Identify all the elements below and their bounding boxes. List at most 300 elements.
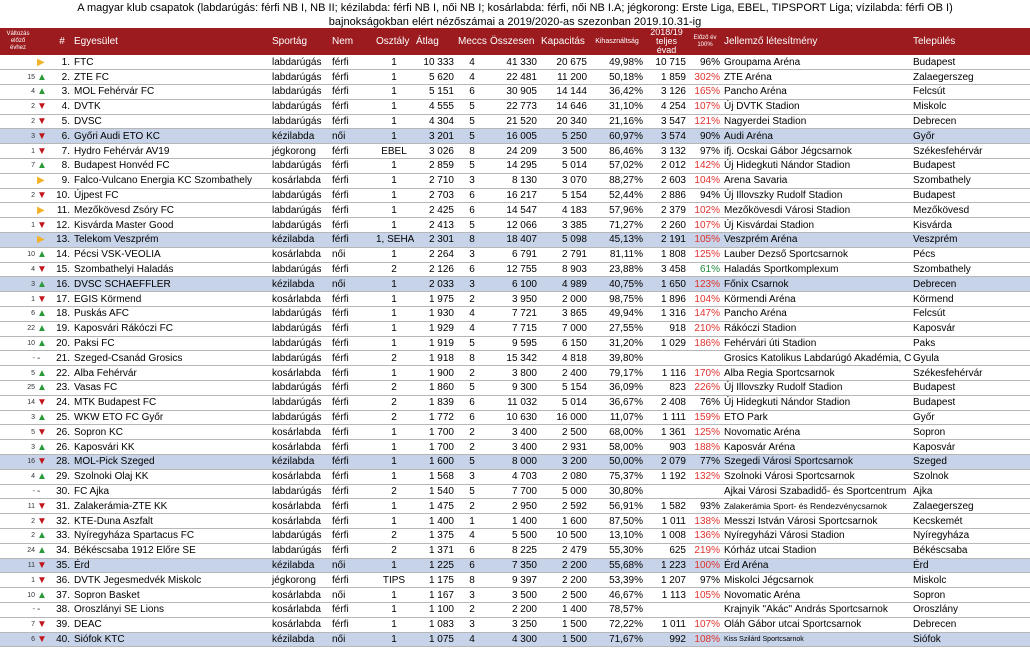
total-cell: 7 721	[488, 307, 539, 322]
utilization-cell: 31,20%	[589, 336, 645, 351]
change-value: 1	[0, 144, 36, 159]
venue-cell: Nagyerdei Stadion	[722, 114, 911, 129]
city-cell: Budapest	[911, 188, 1010, 203]
rank-cell: 38.	[52, 602, 72, 617]
extra-cell	[1010, 469, 1030, 484]
games-cell: 4	[456, 307, 488, 322]
rank-cell: 2.	[52, 70, 72, 85]
capacity-cell: 2 400	[539, 366, 589, 381]
prev-avg-cell: 2 079	[645, 455, 688, 470]
division-cell: 1	[374, 455, 414, 470]
division-cell: 2	[374, 381, 414, 396]
prev-pct-cell: 142%	[688, 159, 722, 174]
rank-cell: 36.	[52, 573, 72, 588]
prev-avg-cell: 1 896	[645, 292, 688, 307]
extra-cell	[1010, 55, 1030, 70]
down-arrow-icon: ▼	[37, 293, 47, 305]
gender-cell: férfi	[330, 514, 374, 529]
change-value: 3	[0, 277, 36, 292]
extra-cell	[1010, 588, 1030, 603]
table-row	[0, 262, 1030, 277]
club-name: Újpest FC	[72, 188, 270, 203]
division-cell: 1	[374, 514, 414, 529]
average-cell: 1 918	[414, 351, 456, 366]
table-row	[0, 188, 1030, 203]
gender-cell: férfi	[330, 395, 374, 410]
table-row	[0, 543, 1030, 558]
division-cell: 1	[374, 602, 414, 617]
change-arrow	[36, 336, 52, 351]
extra-cell	[1010, 247, 1030, 262]
division-cell: 1	[374, 70, 414, 85]
gender-cell: férfi	[330, 262, 374, 277]
gender-cell: férfi	[330, 484, 374, 499]
gender-cell: férfi	[330, 499, 374, 514]
division-cell: 1	[374, 632, 414, 647]
division-cell: 1	[374, 588, 414, 603]
up-arrow-icon: ▲	[37, 308, 47, 320]
prev-avg-cell: 1 192	[645, 469, 688, 484]
division-cell: 1	[374, 85, 414, 100]
dash-icon: -	[37, 352, 41, 364]
extra-cell	[1010, 70, 1030, 85]
venue-cell: ZTE Aréna	[722, 70, 911, 85]
change-value: 2	[0, 188, 36, 203]
prev-pct-cell: 226%	[688, 381, 722, 396]
gender-cell: férfi	[330, 233, 374, 248]
venue-cell: Mezőkövesdi Városi Stadion	[722, 203, 911, 218]
utilization-cell: 13,10%	[589, 529, 645, 544]
club-name: KTE-Duna Aszfalt	[72, 514, 270, 529]
change-arrow	[36, 307, 52, 322]
games-cell: 2	[456, 440, 488, 455]
gender-cell: férfi	[330, 307, 374, 322]
gender-cell: női	[330, 558, 374, 573]
utilization-cell: 36,67%	[589, 395, 645, 410]
extra-cell	[1010, 85, 1030, 100]
extra-cell	[1010, 440, 1030, 455]
down-arrow-icon: ▼	[37, 574, 47, 586]
change-arrow	[36, 203, 52, 218]
games-cell: 2	[456, 602, 488, 617]
average-cell: 2 859	[414, 159, 456, 174]
club-name: Telekom Veszprém	[72, 233, 270, 248]
venue-cell: Körmendi Aréna	[722, 292, 911, 307]
prev-pct-cell: 219%	[688, 543, 722, 558]
capacity-cell: 2 479	[539, 543, 589, 558]
games-cell: 5	[456, 381, 488, 396]
prev-pct-cell: 188%	[688, 440, 722, 455]
city-cell: Kaposvár	[911, 321, 1010, 336]
utilization-cell: 79,17%	[589, 366, 645, 381]
change-arrow	[36, 114, 52, 129]
average-cell: 3 201	[414, 129, 456, 144]
up-arrow-icon: ▲	[37, 382, 47, 394]
games-cell: 5	[456, 336, 488, 351]
venue-cell: Pancho Aréna	[722, 307, 911, 322]
city-cell: Miskolc	[911, 99, 1010, 114]
prev-pct-cell: 93%	[688, 499, 722, 514]
total-cell: 7 350	[488, 558, 539, 573]
division-cell: 1	[374, 617, 414, 632]
change-value: 3	[0, 410, 36, 425]
games-cell: 5	[456, 484, 488, 499]
change-arrow	[36, 440, 52, 455]
average-cell: 1 839	[414, 395, 456, 410]
rank-cell: 39.	[52, 617, 72, 632]
prev-pct-cell: 107%	[688, 99, 722, 114]
venue-cell: Új Kisvárdai Stadion	[722, 218, 911, 233]
sport-cell: labdarúgás	[270, 336, 330, 351]
venue-cell: ifj. Ocskai Gábor Jégcsarnok	[722, 144, 911, 159]
gender-cell: férfi	[330, 188, 374, 203]
change-arrow	[36, 99, 52, 114]
club-name: Paksi FC	[72, 336, 270, 351]
capacity-cell: 3 385	[539, 218, 589, 233]
capacity-cell: 5 098	[539, 233, 589, 248]
club-name: Nyíregyháza Spartacus FC	[72, 529, 270, 544]
extra-cell	[1010, 129, 1030, 144]
no-change-arrow-icon: ▶	[37, 234, 45, 246]
prev-avg-cell: 1 111	[645, 410, 688, 425]
average-cell: 2 413	[414, 218, 456, 233]
change-arrow	[36, 469, 52, 484]
city-cell: Debrecen	[911, 114, 1010, 129]
extra-cell	[1010, 499, 1030, 514]
city-cell: Budapest	[911, 381, 1010, 396]
games-cell: 8	[456, 573, 488, 588]
city-cell: Miskolc	[911, 573, 1010, 588]
capacity-cell: 5 154	[539, 381, 589, 396]
table-row	[0, 144, 1030, 159]
sport-cell: kézilabda	[270, 632, 330, 647]
gender-cell: férfi	[330, 292, 374, 307]
capacity-cell: 2 200	[539, 558, 589, 573]
prev-avg-cell: 1 223	[645, 558, 688, 573]
up-arrow-icon: ▲	[37, 441, 47, 453]
total-cell: 3 400	[488, 425, 539, 440]
venue-cell: Lauber Dezső Sportcsarnok	[722, 247, 911, 262]
city-cell: Székesfehérvár	[911, 366, 1010, 381]
venue-cell: Krajnyik ''Akác'' András Sportcsarnok	[722, 602, 911, 617]
venue-cell: Fehérvári úti Stadion	[722, 336, 911, 351]
utilization-cell: 45,13%	[589, 233, 645, 248]
change-value: 1	[0, 573, 36, 588]
utilization-cell: 36,42%	[589, 85, 645, 100]
extra-cell	[1010, 262, 1030, 277]
change-arrow	[36, 366, 52, 381]
city-cell: Nyíregyháza	[911, 529, 1010, 544]
header-games: Meccs	[456, 28, 488, 55]
utilization-cell: 49,98%	[589, 55, 645, 70]
up-arrow-icon: ▲	[37, 530, 47, 542]
rank-cell: 37.	[52, 588, 72, 603]
games-cell: 6	[456, 410, 488, 425]
prev-avg-cell: 625	[645, 543, 688, 558]
change-arrow	[36, 543, 52, 558]
gender-cell: férfi	[330, 529, 374, 544]
division-cell: 1	[374, 173, 414, 188]
gender-cell: férfi	[330, 99, 374, 114]
rank-cell: 10.	[52, 188, 72, 203]
utilization-cell: 53,39%	[589, 573, 645, 588]
change-value	[0, 173, 36, 188]
rank-cell: 24.	[52, 395, 72, 410]
venue-cell: Oláh Gábor utcai Sportcsarnok	[722, 617, 911, 632]
sport-cell: kézilabda	[270, 129, 330, 144]
change-arrow	[36, 233, 52, 248]
gender-cell: női	[330, 129, 374, 144]
division-cell: 1	[374, 159, 414, 174]
sport-cell: jégkorong	[270, 573, 330, 588]
city-cell: Paks	[911, 336, 1010, 351]
venue-cell: Pancho Aréna	[722, 85, 911, 100]
prev-avg-cell: 903	[645, 440, 688, 455]
utilization-cell: 50,00%	[589, 455, 645, 470]
venue-cell: Groupama Aréna	[722, 55, 911, 70]
sport-cell: kosárlabda	[270, 499, 330, 514]
sport-cell: kosárlabda	[270, 588, 330, 603]
prev-pct-cell: 159%	[688, 410, 722, 425]
utilization-cell: 57,02%	[589, 159, 645, 174]
capacity-cell: 1 600	[539, 514, 589, 529]
utilization-cell: 27,55%	[589, 321, 645, 336]
gender-cell: férfi	[330, 410, 374, 425]
prev-avg-cell: 3 547	[645, 114, 688, 129]
total-cell: 8 130	[488, 173, 539, 188]
prev-pct-cell: 132%	[688, 469, 722, 484]
extra-cell	[1010, 484, 1030, 499]
prev-avg-cell	[645, 351, 688, 366]
sport-cell: labdarúgás	[270, 321, 330, 336]
utilization-cell: 52,44%	[589, 188, 645, 203]
venue-cell: Zalakerámia Sport- és Rendezvénycsarnok	[722, 499, 911, 514]
rank-cell: 3.	[52, 85, 72, 100]
prev-pct-cell	[688, 484, 722, 499]
title-line-2: bajnokságokban elért nézőszámai a 2019/2020-as szezonban 2019.10.31-ig	[328, 16, 702, 28]
total-cell: 12 755	[488, 262, 539, 277]
total-cell: 3 400	[488, 440, 539, 455]
sport-cell: labdarúgás	[270, 203, 330, 218]
division-cell: 2	[374, 410, 414, 425]
sport-cell: kézilabda	[270, 558, 330, 573]
change-arrow	[36, 455, 52, 470]
utilization-cell: 71,27%	[589, 218, 645, 233]
games-cell: 3	[456, 617, 488, 632]
games-cell: 3	[456, 173, 488, 188]
rank-cell: 1.	[52, 55, 72, 70]
division-cell: EBEL	[374, 144, 414, 159]
capacity-cell: 20 675	[539, 55, 589, 70]
division-cell: 1	[374, 114, 414, 129]
prev-pct-cell: 105%	[688, 588, 722, 603]
extra-cell	[1010, 425, 1030, 440]
gender-cell: férfi	[330, 381, 374, 396]
average-cell: 4 304	[414, 114, 456, 129]
gender-cell: férfi	[330, 602, 374, 617]
prev-pct-cell: 147%	[688, 307, 722, 322]
change-arrow	[36, 144, 52, 159]
average-cell: 1 919	[414, 336, 456, 351]
utilization-cell: 31,10%	[589, 99, 645, 114]
total-cell: 10 630	[488, 410, 539, 425]
header-avg: Átlag	[414, 28, 456, 55]
sport-cell: labdarúgás	[270, 410, 330, 425]
total-cell: 14 295	[488, 159, 539, 174]
change-value: 4	[0, 85, 36, 100]
club-name: FTC	[72, 55, 270, 70]
prev-pct-cell: 125%	[688, 425, 722, 440]
venue-cell: Új DVTK Stadion	[722, 99, 911, 114]
table-row	[0, 129, 1030, 144]
change-arrow	[36, 410, 52, 425]
extra-cell	[1010, 558, 1030, 573]
sport-cell: labdarúgás	[270, 381, 330, 396]
change-arrow	[36, 425, 52, 440]
city-cell: Mezőkövesd	[911, 203, 1010, 218]
sport-cell: labdarúgás	[270, 484, 330, 499]
prev-pct-cell: 97%	[688, 573, 722, 588]
no-change-arrow-icon: ▶	[37, 56, 45, 68]
capacity-cell: 8 903	[539, 262, 589, 277]
rank-cell: 26.	[52, 440, 72, 455]
club-name: FC Ajka	[72, 484, 270, 499]
venue-cell: Alba Regia Sportcsarnok	[722, 366, 911, 381]
games-cell: 6	[456, 395, 488, 410]
rank-cell: 31.	[52, 499, 72, 514]
capacity-cell: 7 000	[539, 321, 589, 336]
change-value: 24	[0, 543, 36, 558]
prev-pct-cell: 121%	[688, 114, 722, 129]
gender-cell: férfi	[330, 85, 374, 100]
average-cell: 1 083	[414, 617, 456, 632]
division-cell: 1	[374, 129, 414, 144]
city-cell: Kecskemét	[911, 514, 1010, 529]
prev-avg-cell: 2 379	[645, 203, 688, 218]
utilization-cell: 58,00%	[589, 440, 645, 455]
down-arrow-icon: ▼	[37, 116, 47, 128]
club-name: Zalakerámia-ZTE KK	[72, 499, 270, 514]
table-row	[0, 85, 1030, 100]
gender-cell: női	[330, 588, 374, 603]
prev-pct-cell: 138%	[688, 514, 722, 529]
total-cell: 41 330	[488, 55, 539, 70]
average-cell: 1 175	[414, 573, 456, 588]
table-row	[0, 114, 1030, 129]
extra-cell	[1010, 144, 1030, 159]
city-cell: Körmend	[911, 292, 1010, 307]
prev-avg-cell: 1 582	[645, 499, 688, 514]
capacity-cell: 5 154	[539, 188, 589, 203]
rank-cell: 6.	[52, 129, 72, 144]
down-arrow-icon: ▼	[37, 130, 47, 142]
table-row	[0, 366, 1030, 381]
club-name: Vasas FC	[72, 381, 270, 396]
division-cell: 2	[374, 351, 414, 366]
sport-cell: kézilabda	[270, 455, 330, 470]
club-name: Puskás AFC	[72, 307, 270, 322]
club-name: Győri Audi ETO KC	[72, 129, 270, 144]
venue-cell: Grosics Katolikus Labdarúgó Akadémia, C	[724, 352, 911, 364]
prev-avg-cell: 1 650	[645, 277, 688, 292]
average-cell: 1 860	[414, 381, 456, 396]
sport-cell: kosárlabda	[270, 602, 330, 617]
city-cell: Szombathely	[911, 173, 1010, 188]
average-cell: 10 333	[414, 55, 456, 70]
change-value: 6	[0, 632, 36, 647]
club-name: Pécsi VSK-VEOLIA	[72, 247, 270, 262]
utilization-cell: 55,30%	[589, 543, 645, 558]
extra-cell	[1010, 381, 1030, 396]
header-club: Egyesület	[72, 28, 270, 55]
city-cell: Érd	[911, 558, 1010, 573]
rank-cell: 30.	[52, 484, 72, 499]
extra-cell	[1010, 514, 1030, 529]
division-cell: 2	[374, 395, 414, 410]
extra-cell	[1010, 395, 1030, 410]
venue-cell: Kaposvár Aréna	[722, 440, 911, 455]
sport-cell: kosárlabda	[270, 173, 330, 188]
club-name: Alba Fehérvár	[72, 366, 270, 381]
utilization-cell: 78,57%	[589, 602, 645, 617]
utilization-cell: 57,96%	[589, 203, 645, 218]
gender-cell: férfi	[330, 114, 374, 129]
utilization-cell: 49,94%	[589, 307, 645, 322]
table-row	[0, 617, 1030, 632]
header-sport: Sportág	[270, 28, 330, 55]
utilization-cell: 50,18%	[589, 70, 645, 85]
total-cell: 14 547	[488, 203, 539, 218]
rank-cell: 33.	[52, 529, 72, 544]
prev-pct-cell: 302%	[688, 70, 722, 85]
total-cell: 2 200	[488, 602, 539, 617]
gender-cell: férfi	[330, 469, 374, 484]
total-cell: 11 032	[488, 395, 539, 410]
utilization-cell: 21,16%	[589, 114, 645, 129]
club-name: Budapest Honvéd FC	[72, 159, 270, 174]
prev-avg-cell: 1 859	[645, 70, 688, 85]
capacity-cell: 1 400	[539, 602, 589, 617]
table-row	[0, 321, 1030, 336]
average-cell: 3 026	[414, 144, 456, 159]
change-value: -	[0, 351, 36, 366]
total-cell: 30 905	[488, 85, 539, 100]
average-cell: 1 167	[414, 588, 456, 603]
utilization-cell: 30,80%	[589, 484, 645, 499]
city-cell: Debrecen	[911, 617, 1010, 632]
utilization-cell: 87,50%	[589, 514, 645, 529]
club-name: DVTK Jegesmedvék Miskolc	[72, 573, 270, 588]
average-cell: 1 975	[414, 292, 456, 307]
capacity-cell: 2 080	[539, 469, 589, 484]
total-cell: 6 791	[488, 247, 539, 262]
games-cell: 2	[456, 499, 488, 514]
prev-avg-cell: 3 132	[645, 144, 688, 159]
table-row	[0, 173, 1030, 188]
change-arrow	[36, 277, 52, 292]
down-arrow-icon: ▼	[37, 219, 47, 231]
average-cell: 2 710	[414, 173, 456, 188]
games-cell: 6	[456, 558, 488, 573]
change-value: 3	[0, 440, 36, 455]
change-value	[0, 55, 36, 70]
games-cell: 3	[456, 588, 488, 603]
prev-pct-cell: 77%	[688, 455, 722, 470]
games-cell: 2	[456, 425, 488, 440]
change-arrow	[36, 558, 52, 573]
games-cell: 4	[456, 632, 488, 647]
down-arrow-icon: ▼	[37, 559, 47, 571]
